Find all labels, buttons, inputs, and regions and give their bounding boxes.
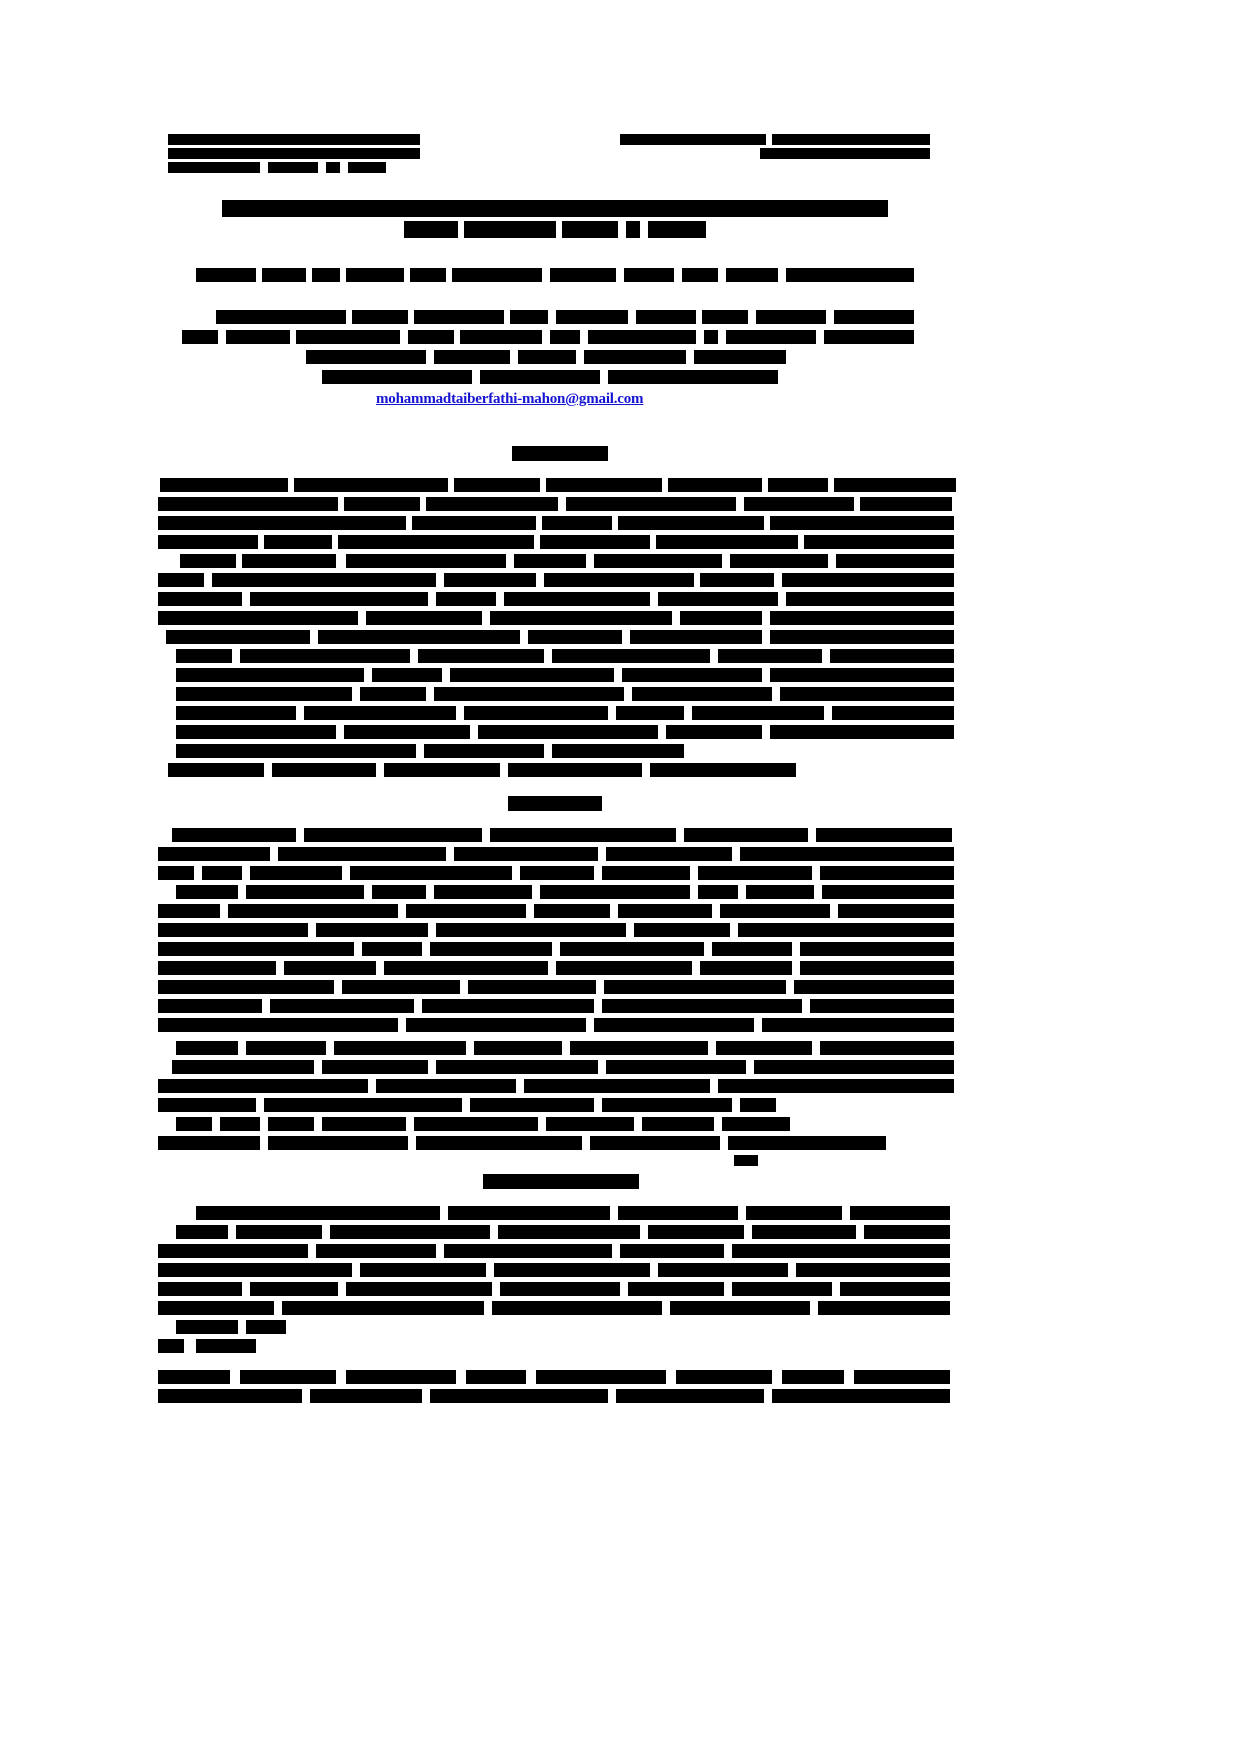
s2-line-6-b xyxy=(316,923,428,937)
s2-line-16-g xyxy=(642,1117,714,1131)
abstract-line-15-c xyxy=(552,744,684,758)
header-line-right-1 xyxy=(620,134,766,145)
s3-line-1-b xyxy=(448,1206,610,1220)
s2-line-12-b xyxy=(246,1041,326,1055)
abstract-line-14-b xyxy=(344,725,470,739)
abstract-line-1-b xyxy=(294,478,448,492)
s2-line-9-d xyxy=(604,980,786,994)
abstract-line-2-e xyxy=(744,497,854,511)
abstract-line-7-b xyxy=(250,592,428,606)
abstract-line-1-e xyxy=(668,478,762,492)
s2-line-4-c xyxy=(372,885,426,899)
abstract-line-13-a xyxy=(176,706,296,720)
affiliation-line-2-e xyxy=(460,330,542,344)
s2-line-5-g xyxy=(838,904,954,918)
abstract-line-11-d xyxy=(622,668,762,682)
section-three-heading xyxy=(483,1174,639,1189)
s2-line-2-d xyxy=(606,847,732,861)
s3-line-5-d xyxy=(500,1282,620,1296)
s2-line-15-e xyxy=(740,1098,776,1112)
abstract-line-14-d xyxy=(666,725,762,739)
s2-line-3-e xyxy=(520,866,594,880)
abstract-line-3-b xyxy=(412,516,536,530)
s2-line-3-d xyxy=(350,866,512,880)
abstract-line-13-c xyxy=(464,706,608,720)
s3-line-3-a xyxy=(158,1244,308,1258)
s2-line-10-b xyxy=(270,999,414,1013)
section-two-heading xyxy=(508,796,602,811)
affiliation-line-1-i xyxy=(834,310,914,324)
s2-line-1-b xyxy=(304,828,482,842)
s2-line-10-d xyxy=(602,999,802,1013)
abstract-line-8-a xyxy=(158,611,358,625)
s3-line-5-a xyxy=(158,1282,242,1296)
abstract-line-14-a xyxy=(176,725,336,739)
s2-line-17-a xyxy=(158,1136,260,1150)
author-line-1-k xyxy=(786,268,914,282)
abstract-line-6-d xyxy=(544,573,694,587)
abstract-line-8-e xyxy=(770,611,954,625)
abstract-line-12-d xyxy=(632,687,772,701)
s3-line-7-a xyxy=(176,1320,238,1334)
abstract-line-11-e xyxy=(770,668,954,682)
author-line-1-f xyxy=(452,268,542,282)
affiliation-line-3-c xyxy=(518,350,576,364)
s2-line-16-f xyxy=(546,1117,634,1131)
s2-line-13-a xyxy=(172,1060,314,1074)
s2-line-9-a xyxy=(158,980,334,994)
s3-line-2-b xyxy=(236,1225,322,1239)
s3-line-9-h xyxy=(854,1370,950,1384)
author-line-1-c xyxy=(312,268,340,282)
s3-line-9-e xyxy=(536,1370,666,1384)
abstract-line-1-g xyxy=(834,478,956,492)
abstract-line-5-e xyxy=(594,554,722,568)
s2-line-14-d xyxy=(718,1079,954,1093)
s2-line-5-c xyxy=(406,904,526,918)
s2-line-7-a xyxy=(158,942,354,956)
abstract-line-1-a xyxy=(160,478,288,492)
abstract-line-6-a xyxy=(158,573,204,587)
abstract-line-7-e xyxy=(658,592,778,606)
s2-line-15-c xyxy=(470,1098,594,1112)
s2-line-2-b xyxy=(278,847,446,861)
s2-line-12-f xyxy=(716,1041,812,1055)
affiliation-line-2-b xyxy=(226,330,290,344)
abstract-line-6-f xyxy=(782,573,954,587)
s2-line-5-d xyxy=(534,904,610,918)
s3-line-9-a xyxy=(158,1370,230,1384)
s3-line-6-a xyxy=(158,1301,274,1315)
s2-line-11-b xyxy=(406,1018,586,1032)
s2-line-7-d xyxy=(560,942,704,956)
s3-line-10-c xyxy=(430,1389,608,1403)
s2-line-4-g xyxy=(746,885,814,899)
s2-line-17-b xyxy=(268,1136,408,1150)
abstract-line-2-d xyxy=(566,497,736,511)
abstract-line-3-e xyxy=(770,516,954,530)
s3-line-5-c xyxy=(346,1282,492,1296)
s2-line-9-c xyxy=(468,980,596,994)
s3-line-9-b xyxy=(240,1370,336,1384)
s3-line-4-a xyxy=(158,1263,352,1277)
s3-line-5-g xyxy=(840,1282,950,1296)
s2-line-3-h xyxy=(820,866,954,880)
s3-line-10-a xyxy=(158,1389,302,1403)
s2-line-16-d xyxy=(322,1117,406,1131)
s2-line-2-c xyxy=(454,847,598,861)
author-line-1-d xyxy=(346,268,404,282)
s3-line-1-e xyxy=(850,1206,950,1220)
abstract-line-1-f xyxy=(768,478,828,492)
s2-line-5-a xyxy=(158,904,220,918)
s3-line-6-b xyxy=(282,1301,484,1315)
s3-line-2-g xyxy=(864,1225,950,1239)
abstract-line-4-e xyxy=(656,535,798,549)
s3-line-4-d xyxy=(658,1263,788,1277)
s3-line-5-e xyxy=(628,1282,724,1296)
s2-line-17-c xyxy=(416,1136,582,1150)
s3-line-4-c xyxy=(494,1263,650,1277)
affiliation-line-1-e xyxy=(556,310,628,324)
s2-line-3-a xyxy=(158,866,194,880)
s3-line-3-c xyxy=(444,1244,612,1258)
abstract-line-5-b xyxy=(242,554,336,568)
affiliation-line-1-h xyxy=(756,310,826,324)
s3-line-9-d xyxy=(466,1370,526,1384)
abstract-line-2-f xyxy=(860,497,952,511)
affiliation-line-3-d xyxy=(584,350,686,364)
s2-line-5-e xyxy=(618,904,712,918)
abstract-line-10-b xyxy=(240,649,410,663)
s3-line-9-c xyxy=(346,1370,456,1384)
abstract-line-9-a xyxy=(166,630,310,644)
s3-line-2-f xyxy=(752,1225,856,1239)
s2-line-7-f xyxy=(800,942,954,956)
s3-line-3-b xyxy=(316,1244,436,1258)
s3-line-9-g xyxy=(782,1370,844,1384)
header-line-left-1 xyxy=(168,134,420,145)
abstract-line-14-c xyxy=(478,725,658,739)
s2-line-4-d xyxy=(434,885,532,899)
s2-line-14-c xyxy=(524,1079,710,1093)
abstract-line-4-f xyxy=(804,535,954,549)
s2-line-1-d xyxy=(684,828,808,842)
abstract-line-7-c xyxy=(436,592,496,606)
abstract-line-4-b xyxy=(264,535,332,549)
s2-line-3-b xyxy=(202,866,242,880)
s2-line-2-a xyxy=(158,847,270,861)
s2-line-16-e xyxy=(414,1117,538,1131)
s2-line-1-e xyxy=(816,828,952,842)
s3-line-9-f xyxy=(676,1370,772,1384)
s2-line-15-b xyxy=(264,1098,462,1112)
s2-line-3-g xyxy=(698,866,812,880)
s2-line-15-d xyxy=(602,1098,732,1112)
s2-line-9-e xyxy=(794,980,954,994)
abstract-line-9-b xyxy=(318,630,520,644)
s2-line-10-e xyxy=(810,999,954,1013)
s2-line-7-b xyxy=(362,942,422,956)
s2-line-16-c xyxy=(268,1117,314,1131)
s3-line-2-a xyxy=(176,1225,228,1239)
abstract-line-5-c xyxy=(346,554,506,568)
affiliation-line-4-c xyxy=(608,370,778,384)
abstract-line-2-b xyxy=(344,497,420,511)
s2-line-10-c xyxy=(422,999,594,1013)
abstract-line-8-d xyxy=(680,611,762,625)
abstract-line-11-a xyxy=(176,668,364,682)
header-line-left-6 xyxy=(348,162,386,173)
s2-line-12-e xyxy=(570,1041,708,1055)
abstract-line-8-c xyxy=(490,611,672,625)
s3-line-7-b xyxy=(246,1320,286,1334)
s2-line-4-a xyxy=(176,885,238,899)
s2-line-8-a xyxy=(158,961,276,975)
s2-line-7-c xyxy=(430,942,552,956)
s3-line-3-e xyxy=(732,1244,950,1258)
title-line-2-a xyxy=(404,221,458,238)
author-line-1-g xyxy=(550,268,616,282)
abstract-line-6-c xyxy=(444,573,536,587)
abstract-line-2-c xyxy=(426,497,558,511)
abstract-line-10-d xyxy=(552,649,710,663)
abstract-line-5-a xyxy=(180,554,236,568)
abstract-line-12-c xyxy=(434,687,624,701)
affiliation-line-2-g xyxy=(588,330,696,344)
abstract-line-13-f xyxy=(832,706,954,720)
s2-line-13-e xyxy=(754,1060,954,1074)
s2-line-5-f xyxy=(720,904,830,918)
s2-line-4-e xyxy=(540,885,690,899)
abstract-line-4-d xyxy=(540,535,650,549)
s3-line-5-b xyxy=(250,1282,338,1296)
s2-line-1-a xyxy=(172,828,296,842)
header-line-right-2 xyxy=(772,134,930,145)
header-line-left-5 xyxy=(326,162,340,173)
abstract-line-10-a xyxy=(176,649,232,663)
s2-line-16-b xyxy=(220,1117,260,1131)
header-line-left-2 xyxy=(168,148,420,159)
abstract-line-6-b xyxy=(212,573,436,587)
s2-line-6-c xyxy=(436,923,626,937)
affiliation-line-1-g xyxy=(702,310,748,324)
s3-line-1-d xyxy=(746,1206,842,1220)
s2-line-9-b xyxy=(342,980,460,994)
header-line-left-3 xyxy=(168,162,260,173)
s3-line-4-b xyxy=(360,1263,486,1277)
affiliation-line-2-i xyxy=(726,330,816,344)
s3-line-10-b xyxy=(310,1389,422,1403)
abstract-line-10-f xyxy=(830,649,954,663)
abstract-line-3-c xyxy=(542,516,612,530)
s2-line-6-e xyxy=(738,923,954,937)
s2-line-4-b xyxy=(246,885,364,899)
abstract-line-12-a xyxy=(176,687,352,701)
s2-line-15-a xyxy=(158,1098,256,1112)
s3-line-2-d xyxy=(498,1225,640,1239)
abstract-line-4-c xyxy=(338,535,534,549)
s3-line-6-e xyxy=(818,1301,950,1315)
affiliation-line-1-b xyxy=(352,310,408,324)
affiliation-line-4-a xyxy=(322,370,472,384)
s2-line-8-f xyxy=(800,961,954,975)
title-line-2-b xyxy=(464,221,556,238)
abstract-line-1-c xyxy=(454,478,540,492)
s3-line-8-b xyxy=(196,1339,256,1353)
abstract-line-5-d xyxy=(514,554,586,568)
s2-line-11-c xyxy=(594,1018,754,1032)
s2-line-6-a xyxy=(158,923,308,937)
abstract-line-11-b xyxy=(372,668,442,682)
affiliation-line-3-b xyxy=(434,350,510,364)
abstract-line-10-e xyxy=(718,649,822,663)
abstract-line-3-a xyxy=(158,516,406,530)
author-line-1-b xyxy=(262,268,306,282)
s2-line-2-e xyxy=(740,847,954,861)
abstract-line-5-f xyxy=(730,554,828,568)
abstract-line-13-e xyxy=(692,706,824,720)
title-line-1 xyxy=(222,200,888,217)
s2-line-1-c xyxy=(490,828,676,842)
abstract-line-7-f xyxy=(786,592,954,606)
affiliation-line-2-d xyxy=(408,330,454,344)
abstract-line-16-c xyxy=(384,763,500,777)
abstract-line-16-b xyxy=(272,763,376,777)
s3-line-2-e xyxy=(648,1225,744,1239)
affiliation-line-2-c xyxy=(296,330,400,344)
abstract-line-7-d xyxy=(504,592,650,606)
s3-line-2-c xyxy=(330,1225,490,1239)
s3-line-1-a xyxy=(196,1206,440,1220)
affiliation-line-2-j xyxy=(824,330,914,344)
affiliation-line-1-d xyxy=(510,310,548,324)
abstract-line-8-b xyxy=(366,611,482,625)
s2-line-17-e xyxy=(728,1136,886,1150)
affiliation-line-3-a xyxy=(306,350,426,364)
s2-line-8-b xyxy=(284,961,376,975)
s2-line-16-a xyxy=(176,1117,212,1131)
affiliation-line-2-a xyxy=(182,330,218,344)
s2-line-16-h xyxy=(722,1117,790,1131)
title-line-2-d xyxy=(626,221,640,238)
abstract-line-7-a xyxy=(158,592,242,606)
s2-line-17-d xyxy=(590,1136,720,1150)
affiliation-line-1-f xyxy=(636,310,696,324)
s2-line-4-h xyxy=(822,885,954,899)
abstract-line-15-b xyxy=(424,744,544,758)
affiliation-line-2-f xyxy=(550,330,580,344)
author-line-1-j xyxy=(726,268,778,282)
s2-line-13-c xyxy=(436,1060,598,1074)
s2-line-6-d xyxy=(634,923,730,937)
abstract-line-16-d xyxy=(508,763,642,777)
header-line-left-4 xyxy=(268,162,318,173)
abstract-line-3-d xyxy=(618,516,764,530)
s2-line-10-a xyxy=(158,999,262,1013)
s3-line-4-e xyxy=(796,1263,950,1277)
abstract-line-15-a xyxy=(176,744,416,758)
author-line-1-a xyxy=(196,268,256,282)
abstract-line-9-e xyxy=(770,630,954,644)
abstract-line-9-c xyxy=(528,630,622,644)
s2-line-18-a xyxy=(734,1155,758,1166)
contact-email-link[interactable]: mohammadtaiberfathi-mahon@gmail.com xyxy=(376,391,644,407)
s3-line-6-c xyxy=(492,1301,662,1315)
s2-line-13-d xyxy=(606,1060,746,1074)
abstract-line-4-a xyxy=(158,535,258,549)
s2-line-12-d xyxy=(474,1041,562,1055)
s2-line-3-f xyxy=(602,866,690,880)
abstract-line-9-d xyxy=(630,630,762,644)
s2-line-14-b xyxy=(376,1079,516,1093)
abstract-line-12-b xyxy=(360,687,426,701)
abstract-line-5-g xyxy=(836,554,954,568)
s3-line-5-f xyxy=(732,1282,832,1296)
s2-line-8-d xyxy=(556,961,692,975)
title-line-2-e xyxy=(648,221,706,238)
s3-line-10-d xyxy=(616,1389,764,1403)
abstract-line-10-c xyxy=(418,649,544,663)
header-line-right-3 xyxy=(760,148,930,159)
s2-line-8-e xyxy=(700,961,792,975)
author-line-1-i xyxy=(682,268,718,282)
s2-line-11-d xyxy=(762,1018,954,1032)
s3-line-6-d xyxy=(670,1301,810,1315)
abstract-line-1-d xyxy=(546,478,662,492)
s2-line-13-b xyxy=(322,1060,428,1074)
s2-line-4-f xyxy=(698,885,738,899)
author-line-1-h xyxy=(624,268,674,282)
s3-line-1-c xyxy=(618,1206,738,1220)
abstract-line-16-e xyxy=(650,763,796,777)
s2-line-12-g xyxy=(820,1041,954,1055)
abstract-line-13-b xyxy=(304,706,456,720)
s2-line-14-a xyxy=(158,1079,368,1093)
abstract-line-12-e xyxy=(780,687,954,701)
affiliation-line-1-c xyxy=(414,310,504,324)
title-line-2-c xyxy=(562,221,618,238)
affiliation-line-4-b xyxy=(480,370,600,384)
s2-line-8-c xyxy=(384,961,548,975)
affiliation-line-2-h xyxy=(704,330,718,344)
s3-line-8-a xyxy=(158,1339,184,1353)
abstract-heading xyxy=(512,446,608,461)
abstract-line-16-a xyxy=(168,763,264,777)
abstract-line-13-d xyxy=(616,706,684,720)
abstract-line-6-e xyxy=(700,573,774,587)
s2-line-3-c xyxy=(250,866,342,880)
s3-line-3-d xyxy=(620,1244,724,1258)
s2-line-7-e xyxy=(712,942,792,956)
affiliation-line-1-a xyxy=(216,310,346,324)
s2-line-12-c xyxy=(334,1041,466,1055)
abstract-line-14-e xyxy=(770,725,954,739)
s3-line-10-e xyxy=(772,1389,950,1403)
abstract-line-11-c xyxy=(450,668,614,682)
abstract-line-2-a xyxy=(158,497,338,511)
s2-line-12-a xyxy=(176,1041,238,1055)
s2-line-5-b xyxy=(228,904,398,918)
s2-line-11-a xyxy=(158,1018,398,1032)
author-line-1-e xyxy=(410,268,446,282)
affiliation-line-3-e xyxy=(694,350,786,364)
